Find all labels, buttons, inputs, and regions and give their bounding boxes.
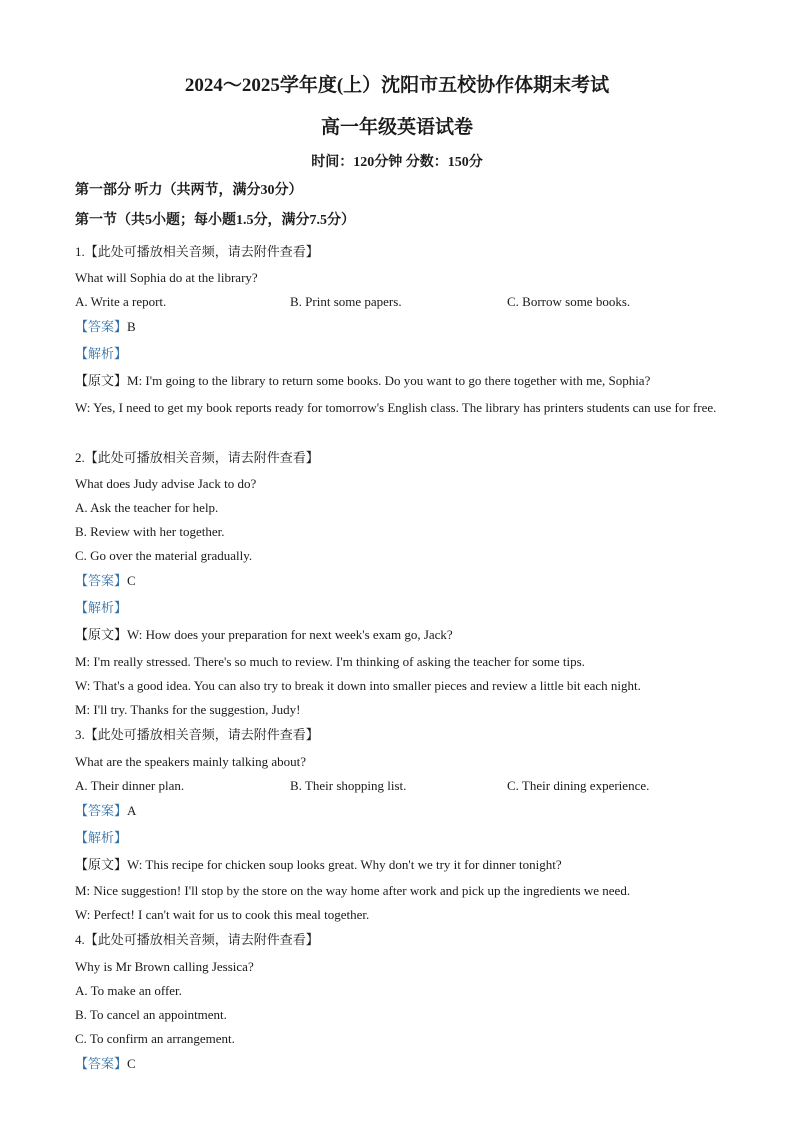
q4-question: Why is Mr Brown calling Jessica? bbox=[75, 959, 254, 974]
q1-analysis-tag: 【解析】 bbox=[75, 346, 128, 361]
script-text: M: I'm going to the library to return some books. Do you want to go there together with me, Sophia? bbox=[127, 373, 651, 388]
answer-tag: 【答案】 bbox=[75, 1056, 128, 1071]
answer-value: B bbox=[127, 319, 136, 334]
q4-audio-link[interactable]: 4.【此处可播放相关音频，请去附件查看】 bbox=[75, 932, 319, 947]
exam-info: 时间：120分钟 分数：150分 bbox=[311, 155, 483, 170]
q2-answer bbox=[75, 573, 136, 589]
answer-tag: 【答案】 bbox=[75, 573, 128, 588]
q4-option-b: B. To cancel an appointment. bbox=[75, 1007, 227, 1022]
q3-script-1 bbox=[75, 857, 562, 873]
q2-question: What does Judy advise Jack to do? bbox=[75, 476, 257, 491]
q4-answer bbox=[75, 1056, 136, 1072]
q3-option-a: A. Their dinner plan. bbox=[75, 778, 185, 793]
q1-option-b: B. Print some papers. bbox=[290, 294, 402, 309]
q1-script-1 bbox=[75, 373, 650, 389]
answer-value: A bbox=[127, 803, 137, 818]
q1-audio-link[interactable]: 1.【此处可播放相关音频，请去附件查看】 bbox=[75, 244, 319, 259]
q1-option-c: C. Borrow some books. bbox=[507, 294, 631, 309]
q1-answer bbox=[75, 319, 136, 335]
q3-script-2: M: Nice suggestion! I'll stop by the store on the way home after work and pick up the ingredients we need. bbox=[75, 883, 631, 898]
q1-script-2: W: Yes, I need to get my book reports ready for tomorrow's English class. The library has printers students can use for free. bbox=[75, 400, 717, 415]
q2-analysis-tag: 【解析】 bbox=[75, 600, 128, 615]
answer-value: C bbox=[127, 1056, 136, 1071]
q3-answer bbox=[75, 803, 136, 819]
script-tag: 【原文】 bbox=[75, 373, 128, 388]
q2-option-c: C. Go over the material gradually. bbox=[75, 548, 253, 563]
exam-subtitle: 高一年级英语试卷 bbox=[320, 117, 473, 138]
q3-option-b: B. Their shopping list. bbox=[290, 778, 407, 793]
part1-heading: 第一部分 听力（共两节，满分30分） bbox=[75, 183, 303, 198]
q2-script-4: M: I'll try. Thanks for the suggestion, Judy! bbox=[75, 702, 301, 717]
q3-analysis-tag: 【解析】 bbox=[75, 830, 128, 845]
answer-value: C bbox=[127, 573, 136, 588]
q3-question: What are the speakers mainly talking about? bbox=[75, 754, 307, 769]
q1-option-a: A. Write a report. bbox=[75, 294, 167, 309]
q3-audio-link[interactable]: 3.【此处可播放相关音频，请去附件查看】 bbox=[75, 727, 319, 742]
q1-question: What will Sophia do at the library? bbox=[75, 270, 258, 285]
q2-script-2: M: I'm really stressed. There's so much to review. I'm thinking of asking the teacher for some tips. bbox=[75, 654, 585, 669]
script-text: W: How does your preparation for next week's exam go, Jack? bbox=[127, 627, 453, 642]
q2-option-a: A. Ask the teacher for help. bbox=[75, 500, 219, 515]
answer-tag: 【答案】 bbox=[75, 803, 128, 818]
answer-tag: 【答案】 bbox=[75, 319, 128, 334]
q4-option-a: A. To make an offer. bbox=[75, 983, 182, 998]
script-text: W: This recipe for chicken soup looks great. Why don't we try it for dinner tonight? bbox=[127, 857, 562, 872]
q2-script-1 bbox=[75, 627, 453, 643]
q3-script-3: W: Perfect! I can't wait for us to cook this meal together. bbox=[75, 907, 370, 922]
q3-option-c: C. Their dining experience. bbox=[507, 778, 650, 793]
q2-audio-link[interactable]: 2.【此处可播放相关音频，请去附件查看】 bbox=[75, 450, 319, 465]
q2-option-b: B. Review with her together. bbox=[75, 524, 225, 539]
q2-script-3: W: That's a good idea. You can also try to break it down into smaller pieces and review a little bit each night. bbox=[75, 678, 641, 693]
exam-title: 2024～2025学年度(上）沈阳市五校协作体期末考试 bbox=[184, 75, 610, 96]
script-tag: 【原文】 bbox=[75, 857, 128, 872]
q4-option-c: C. To confirm an arrangement. bbox=[75, 1031, 235, 1046]
script-tag: 【原文】 bbox=[75, 627, 128, 642]
section1-heading: 第一节（共5小题；每小题1.5分，满分7.5分） bbox=[75, 213, 355, 228]
